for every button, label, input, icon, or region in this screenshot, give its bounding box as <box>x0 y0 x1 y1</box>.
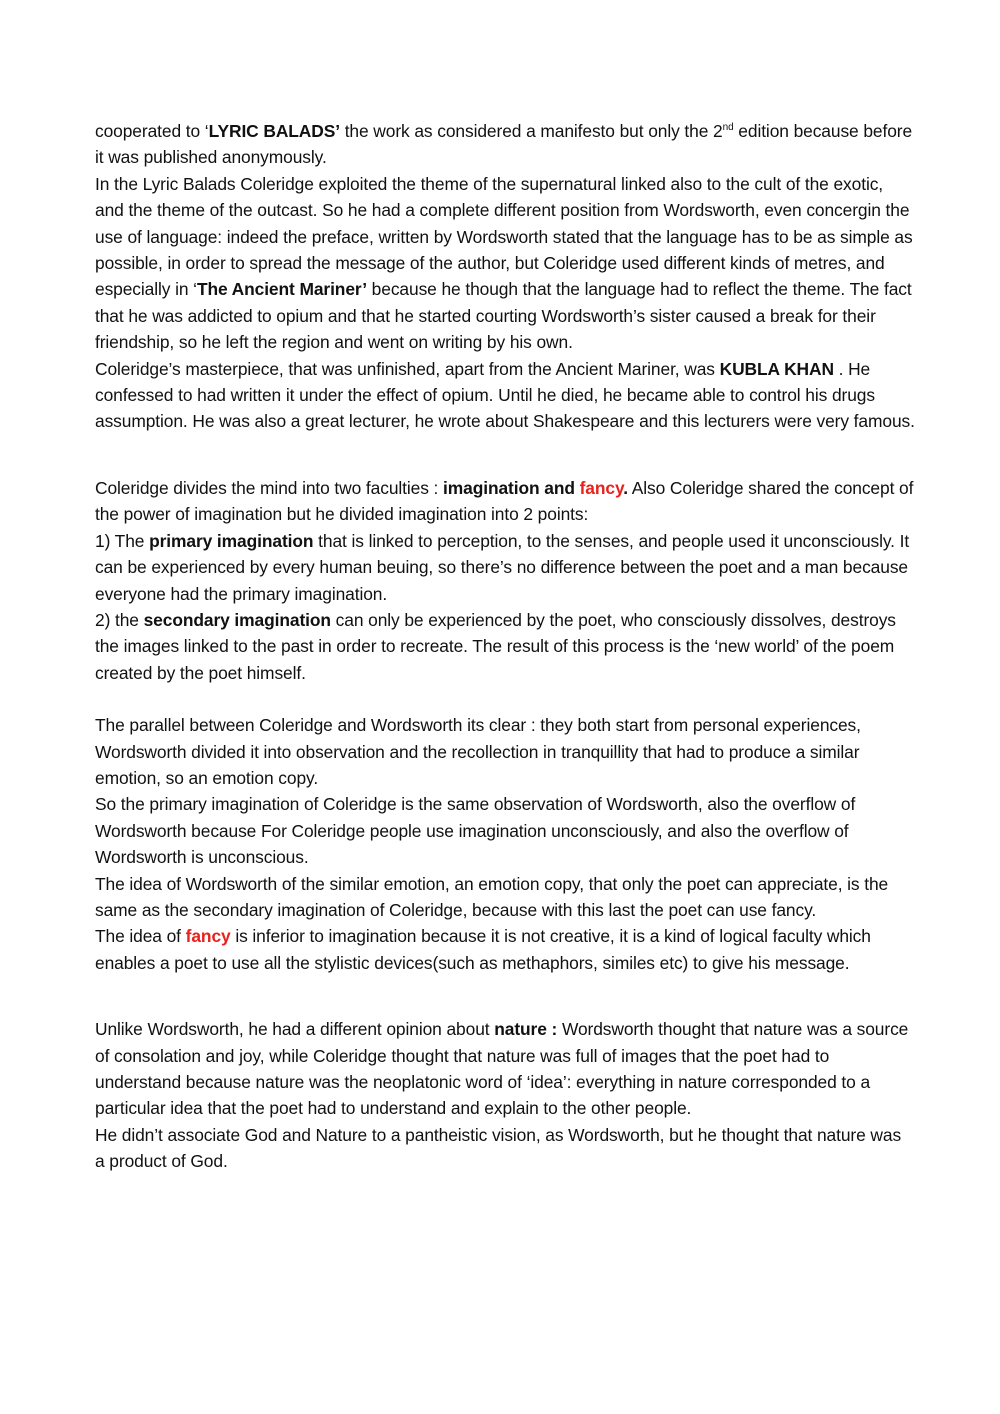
paragraph-secondary-imagination <box>95 607 915 686</box>
superscript-ordinal: nd <box>722 122 734 134</box>
paragraph-god-nature: He didn’t associate God and Nature to a pantheistic vision, as Wordsworth, but he thought that nature was a product of God. <box>95 1124 902 1172</box>
paragraph-spacer <box>95 976 915 1016</box>
bold-term-primary-imagination: primary imagination <box>149 530 314 551</box>
text-run: cooperated to ‘ <box>95 121 209 141</box>
text-run: edition because before it was published anonymously. <box>95 121 913 168</box>
text-run: . He confessed to had written it under the effect of opium. Until he died, he became able to control his drugs assumption. He was also a great lecturer, he wrote about Shakespeare and this lecturers were very famous. <box>95 358 915 432</box>
text-run: Unlike Wordsworth, he had a different opinion about <box>95 1019 495 1040</box>
paragraph-mind-faculties <box>95 475 915 528</box>
bold-term-secondary-imagination: secondary imagination <box>143 609 331 630</box>
paragraph-spacer <box>95 435 915 475</box>
text-run: 1) The <box>95 530 150 551</box>
paragraph-lyric-balads <box>95 118 915 171</box>
paragraph-parallel: The parallel between Coleridge and Wordsworth its clear : they both start from personal experiences, Wordsworth divided it into observation and the recollection in tranquillity that had to produce a similar emotion, so an emotion copy. <box>95 715 861 788</box>
text-run: Wordsworth thought that nature was a source of consolation and joy, while Coleridge thought that nature was full of images that the poet had to understand because nature was the neoplatonic word of ‘idea’: everything in nature corresponded to a particular idea that the poet had to understand and explain to the other people. <box>95 1019 909 1119</box>
highlight-term-fancy: fancy <box>579 477 624 498</box>
paragraph-nature-opinion <box>95 1016 915 1122</box>
document-page <box>95 118 915 1175</box>
paragraph-supernatural-theme <box>95 171 915 356</box>
text-run: The idea of <box>95 926 186 947</box>
paragraph-fancy-inferior <box>95 923 915 976</box>
paragraph-emotion-copy: The idea of Wordsworth of the similar emotion, an emotion copy, that only the poet can appreciate, is the same as the secondary imagination of Coleridge, because with this last the poet can use fancy. <box>95 873 889 920</box>
bold-term-imagination: imagination and <box>443 477 580 498</box>
text-run: that is linked to perception, to the senses, and people used it unconsciously. It can be experienced by every human beuing, so there’s no difference between the poet and a man because everyone had the primary imagination. <box>95 530 910 604</box>
text-run: In the Lyric Balads Coleridge exploited the theme of the supernatural linked also to the cult of the exotic, and the theme of the outcast. So he had a complete different position from Wordsworth, even concergin the use of language: indeed the preface, written by Wordsworth stated that the language has to be as simple as possible, in order to spread the message of the author, but Coleridge used different kinds of metres, and especially in ‘ <box>95 173 913 300</box>
highlight-term-fancy: fancy <box>185 926 231 947</box>
bold-title-ancient-mariner: The Ancient Mariner’ <box>196 279 367 300</box>
text-run: 2) the <box>95 609 144 630</box>
bold-term-nature: nature : <box>494 1019 558 1040</box>
bold-title-kubla-khan: KUBLA KHAN <box>719 358 834 379</box>
paragraph-primary-imagination <box>95 528 915 607</box>
paragraph-spacer <box>95 686 915 712</box>
text-run: because he though that the language had to reflect the theme. The fact that he was addicted to opium and that he started courting Wordsworth’s sister caused a break for their friendship, so he left the region and went on writing by his own. <box>95 279 912 353</box>
text-run: Also Coleridge shared the concept of the power of imagination but he divided imagination into 2 points: <box>95 477 914 525</box>
text-run: is inferior to imagination because it is not creative, it is a kind of logical faculty which enables a poet to use all the stylistic devices(such as methaphors, similes etc) to give his message. <box>95 926 871 973</box>
text-run: the work as considered a manifesto but only the 2 <box>339 121 723 141</box>
bold-period: . <box>623 477 628 498</box>
paragraph-primary-vs-observation: So the primary imagination of Coleridge is the same observation of Wordsworth, also the overflow of Wordsworth because For Coleridge people use imagination unconsciously, and also the overflow of Wordsworth is unconscious. <box>95 794 856 868</box>
text-run: can only be experienced by the poet, who consciously dissolves, destroys the images linked to the past in order to recreate. The result of this process is the ‘new world’ of the poem created by the poet himself. <box>95 609 896 683</box>
paragraph-masterpiece <box>95 356 915 435</box>
text-run: Coleridge’s masterpiece, that was unfinished, apart from the Ancient Mariner, was <box>95 358 720 379</box>
text-run: Coleridge divides the mind into two faculties : <box>95 477 444 498</box>
bold-title-lyric-balads: LYRIC BALADS’ <box>208 121 340 141</box>
